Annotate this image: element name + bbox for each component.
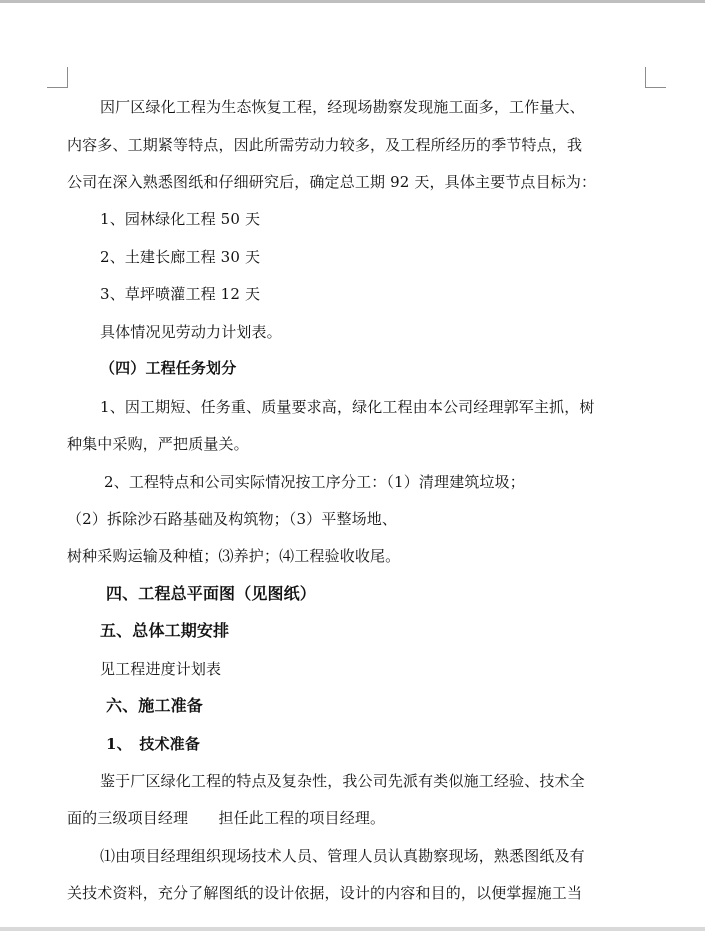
task-division-item-2-line-1: 2、工程特点和公司实际情况按工序分工：（1）清理建筑垃圾；	[104, 473, 525, 491]
subheading-technical-preparation: 1、 技术准备	[106, 735, 200, 753]
task-division-item-2-line-2: （2）拆除沙石路基础及构筑物；（3）平整场地、	[67, 510, 398, 528]
paragraph-1-line-2: 内容多、工期紧等特点，因此所需劳动力较多，及工程所经历的季节特点，我	[67, 136, 583, 154]
milestone-item-1: 1、园林绿化工程 50 天	[100, 210, 261, 228]
page-bottom-border	[0, 927, 705, 931]
page-top-border	[0, 0, 705, 3]
preparation-paragraph-line-2: 面的三级项目经理 担任此工程的项目经理。	[67, 809, 386, 827]
section-heading-site-plan: 四、工程总平面图（见图纸）	[106, 584, 316, 603]
task-division-item-2-line-3: 树种采购运输及种植；⑶养护；⑷工程验收收尾。	[67, 547, 401, 565]
preparation-item-1-line-2: 关技术资料，充分了解图纸的设计依据，设计的内容和目的，以便掌握施工当	[67, 884, 583, 902]
margin-corner-mark-right	[645, 67, 666, 88]
milestone-item-3: 3、草坪喷灌工程 12 天	[100, 285, 261, 303]
section-heading-schedule: 五、总体工期安排	[100, 621, 230, 640]
schedule-note: 见工程进度计划表	[100, 660, 222, 678]
paragraph-1-line-1: 因厂区绿化工程为生态恢复工程，经现场勘察发现施工面多，工作量大、	[100, 98, 585, 116]
preparation-item-1-line-1: ⑴由项目经理组织现场技术人员、管理人员认真勘察现场，熟悉图纸及有	[100, 847, 585, 865]
preparation-paragraph-line-1: 鉴于厂区绿化工程的特点及复杂性，我公司先派有类似施工经验、技术全	[100, 772, 585, 790]
task-division-item-1-line-1: 1、因工期短、任务重、质量要求高，绿化工程由本公司经理郭军主抓，树	[100, 398, 595, 416]
section-heading-preparation: 六、施工准备	[106, 696, 203, 715]
milestone-item-2: 2、土建长廊工程 30 天	[100, 248, 261, 266]
task-division-item-1-line-2: 种集中采购，严把质量关。	[67, 435, 249, 453]
section-heading-task-division: （四）工程任务划分	[100, 359, 237, 377]
paragraph-1-line-3: 公司在深入熟悉图纸和仔细研究后，确定总工期 92 天，具体主要节点目标为：	[67, 173, 597, 191]
margin-corner-mark-left	[47, 67, 68, 88]
labor-plan-note: 具体情况见劳动力计划表。	[100, 323, 282, 341]
